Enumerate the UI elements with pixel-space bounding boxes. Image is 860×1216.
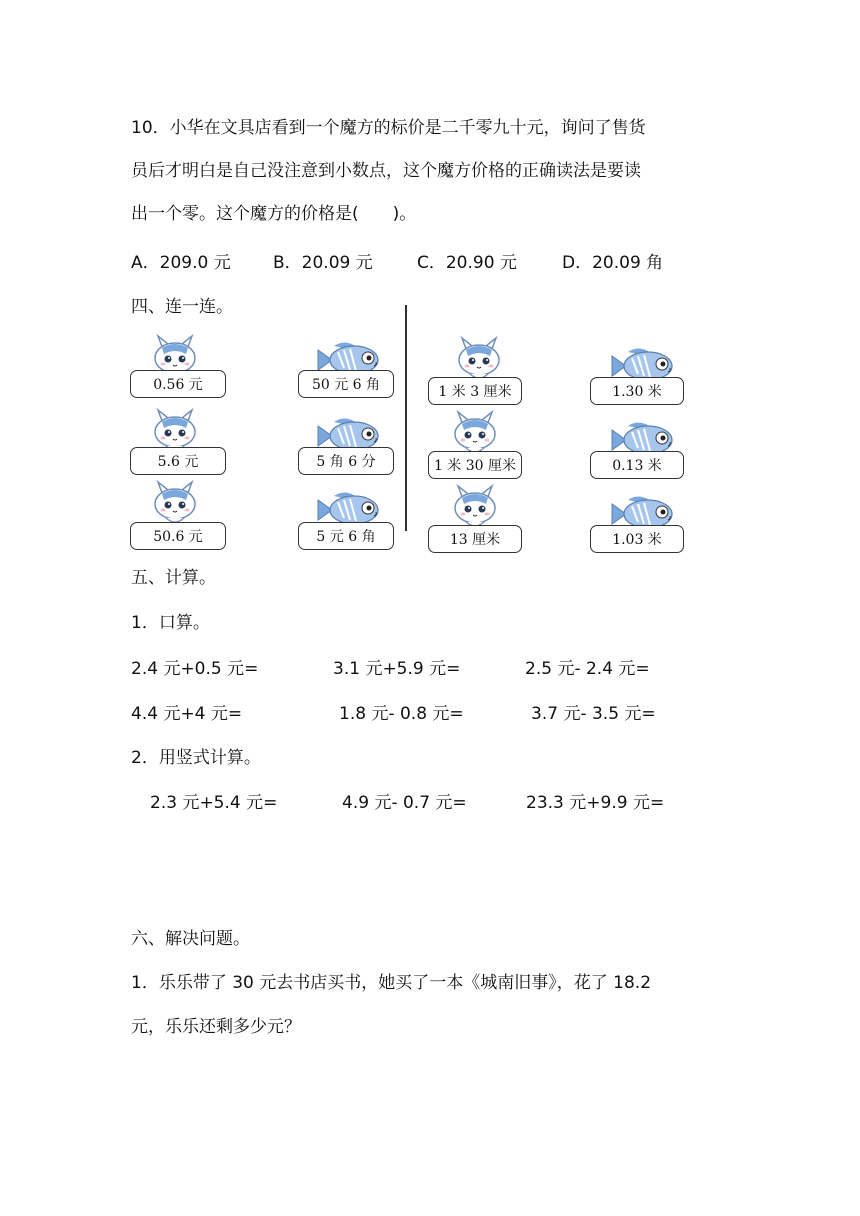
section5-sub1: 1．口算。 bbox=[131, 613, 210, 633]
left-fish-label-2: 5 角 6 分 bbox=[298, 447, 394, 475]
section5-sub2: 2．用竖式计算。 bbox=[131, 748, 261, 768]
fish-icon bbox=[316, 490, 382, 526]
mental-calc-5: 1.8 元- 0.8 元= bbox=[339, 704, 464, 724]
q10-line-1: 10．小华在文具店看到一个魔方的标价是二千零九十元，询问了售货 bbox=[131, 118, 646, 138]
q10-line-2: 员后才明白是自己没注意到小数点，这个魔方价格的正确读法是要读 bbox=[131, 161, 641, 181]
q10-option-b: B．20.09 元 bbox=[273, 253, 373, 273]
cat-icon bbox=[452, 406, 500, 454]
mental-calc-6: 3.7 元- 3.5 元= bbox=[531, 704, 656, 724]
left-cat-label-2: 5.6 元 bbox=[130, 447, 226, 475]
left-cat-label-1: 0.56 元 bbox=[130, 370, 226, 398]
cat-icon bbox=[152, 404, 200, 452]
mental-calc-1: 2.4 元+0.5 元= bbox=[131, 659, 259, 679]
cat-icon bbox=[452, 480, 500, 528]
matching-divider bbox=[405, 305, 407, 531]
vertical-calc-3: 23.3 元+9.9 元= bbox=[526, 793, 665, 813]
left-fish-label-1: 50 元 6 角 bbox=[298, 370, 394, 398]
section4-title: 四、连一连。 bbox=[131, 297, 233, 317]
right-fish-label-1: 1.30 米 bbox=[590, 377, 684, 405]
right-cat-label-1: 1 米 3 厘米 bbox=[428, 377, 522, 405]
right-fish-label-2: 0.13 米 bbox=[590, 451, 684, 479]
mental-calc-2: 3.1 元+5.9 元= bbox=[333, 659, 461, 679]
section5-title: 五、计算。 bbox=[131, 568, 216, 588]
mental-calc-3: 2.5 元- 2.4 元= bbox=[525, 659, 650, 679]
section6-title: 六、解决问题。 bbox=[131, 929, 250, 949]
problem1-line-1: 1．乐乐带了 30 元去书店买书，她买了一本《城南旧事》，花了 18.2 bbox=[131, 973, 652, 993]
vertical-calc-1: 2.3 元+5.4 元= bbox=[150, 793, 278, 813]
right-cat-label-3: 13 厘米 bbox=[428, 525, 522, 553]
vertical-calc-2: 4.9 元- 0.7 元= bbox=[342, 793, 467, 813]
q10-option-d: D．20.09 角 bbox=[562, 253, 664, 273]
left-fish-label-3: 5 元 6 角 bbox=[298, 522, 394, 550]
q10-option-a: A．209.0 元 bbox=[131, 253, 231, 273]
cat-icon bbox=[456, 332, 504, 380]
cat-icon bbox=[152, 476, 200, 524]
mental-calc-4: 4.4 元+4 元= bbox=[131, 704, 243, 724]
right-fish-label-3: 1.03 米 bbox=[590, 525, 684, 553]
q10-line-3: 出一个零。这个魔方的价格是( )。 bbox=[131, 204, 417, 224]
left-cat-label-3: 50.6 元 bbox=[130, 522, 226, 550]
problem1-line-2: 元，乐乐还剩多少元？ bbox=[131, 1017, 301, 1037]
q10-option-c: C．20.90 元 bbox=[417, 253, 517, 273]
right-cat-label-2: 1 米 30 厘米 bbox=[428, 451, 522, 479]
